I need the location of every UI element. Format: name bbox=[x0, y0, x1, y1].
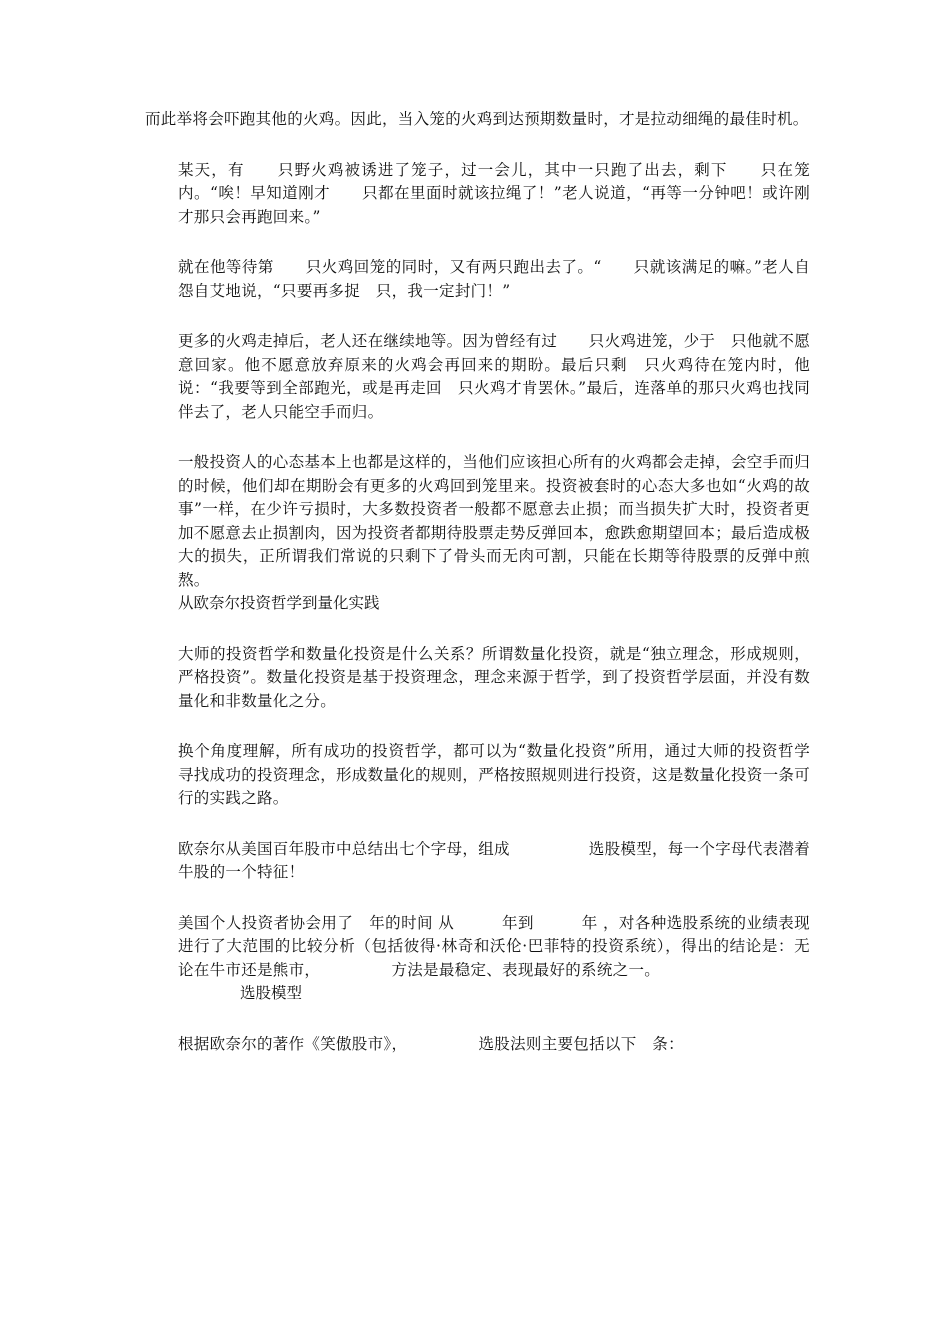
paragraph-aaii-study: 美国个人投资者协会用了 年的时间 从 年到 年 ，对各种选股系统的业绩表现进行了大范围的比较分析（包括彼得·林奇和沃伦·巴菲特的投资系统），得出的结论是：无论在牛市还是熊市， 方法是最稳定、表现最好的系统之一。 bbox=[178, 913, 810, 979]
paragraph-another-angle: 换个角度理解，所有成功的投资哲学，都可以为“数量化投资”所用，通过大师的投资哲学寻找成功的投资理念，形成数量化的规则，严格按照规则进行投资，这是数量化投资一条可行的实践之路。 bbox=[178, 742, 811, 807]
paragraph-turkey-release-timing: 而此举将会吓跑其他的火鸡。因此，当入笼的火鸡到达预期数量时，才是拉动细绳的最佳时机。 bbox=[145, 110, 809, 128]
document-page bbox=[145, 108, 810, 1056]
paragraph-turkey-one-escaped: 某天，有 只野火鸡被诱进了笼子，过一会儿，其中一只跑了出去，剩下 只在笼内。“唉！早知道刚才 只都在里面时就该拉绳了！”老人说道，“再等一分钟吧！或许刚才那只会再跑回来。” bbox=[178, 160, 810, 226]
paragraph-seven-letters: 欧奈尔从美国百年股市中总结出七个字母，组成 选股模型，每一个字母代表潜着牛股的一个特征！ bbox=[178, 839, 811, 881]
paragraph-turkey-empty-handed: 更多的火鸡走掉后，老人还在继续地等。因为曾经有过 只火鸡进笼，少于 只他就不愿意回家。他不愿意放弃原来的火鸡会再回来的期盼。最后只剩 只火鸡待在笼内时，他说：“我要等到全部跑光，或是再走回 只火鸡才肯罢休。”最后，连落单的那只火鸡也找同伴去了，老人只能空手而归。 bbox=[178, 332, 811, 421]
section-heading-oneil-quant: 从欧奈尔投资哲学到量化实践 bbox=[178, 594, 380, 612]
subheading-stock-model: 选股模型 bbox=[240, 984, 303, 1002]
paragraph-investor-mentality: 一般投资人的心态基本上也都是这样的，当他们应该担心所有的火鸡都会走掉，会空手而归的时候，他们却在期盼会有更多的火鸡回到笼里来。投资被套时的心态大多也如“火鸡的故事”一样，在少许亏损时，大多数投资者一般都不愿意去止损；而当损失扩大时，投资者更加不愿意去止损割肉，因为投资者都期待股票走势反弹回本，愈跌愈期望回本；最后造成极大的损失，正所谓我们常说的只剩下了骨头而无肉可割，只能在长期等待股票的反弹中煎熬。 bbox=[178, 453, 811, 589]
paragraph-rules-intro: 根据欧奈尔的著作《笑傲股市》， 选股法则主要包括以下 条： bbox=[178, 1034, 684, 1053]
paragraph-philosophy-vs-quant: 大师的投资哲学和数量化投资是什么关系？所谓数量化投资，就是“独立理念，形成规则，严格投资”。数量化投资是基于投资理念，理念来源于哲学，到了投资哲学层面，并没有数量化和非数量化之分。 bbox=[178, 644, 810, 710]
paragraph-turkey-two-escaped: 就在他等待第 只火鸡回笼的同时，又有两只跑出去了。“ 只就该满足的嘛。”老人自怨自艾地说，“只要再多捉 只，我一定封门！” bbox=[178, 258, 810, 300]
